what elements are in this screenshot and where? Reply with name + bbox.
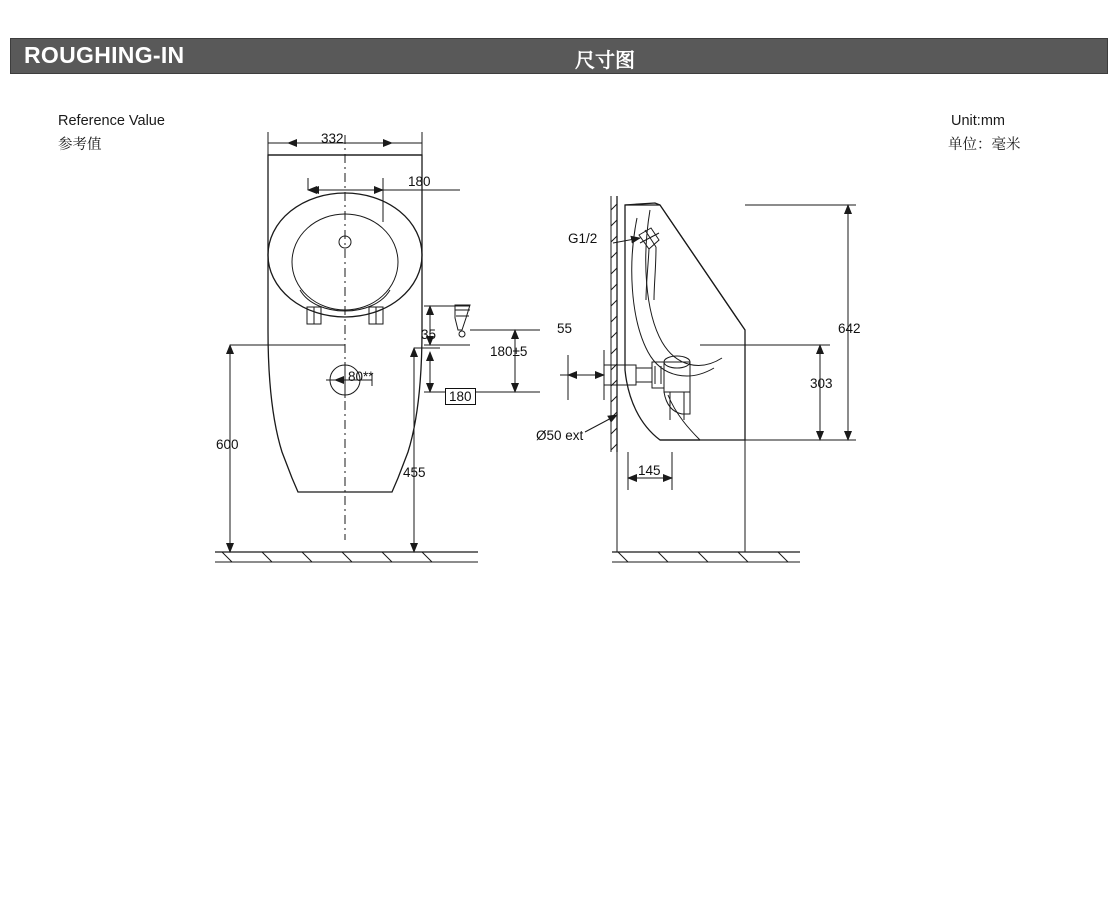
dim-55: 55 xyxy=(557,321,573,336)
dim-332: 332 xyxy=(321,131,344,146)
dim-180-top: 180 xyxy=(408,174,431,189)
dim-80: 80** xyxy=(348,369,374,384)
unit-label-cn: 单位：毫米 xyxy=(948,137,1021,153)
dim-600: 600 xyxy=(216,437,239,452)
dim-g12: G1/2 xyxy=(568,231,598,246)
dim-455: 455 xyxy=(403,465,426,480)
page-title: ROUGHING-IN xyxy=(24,42,185,68)
unit-label-en: Unit:mm xyxy=(951,113,1005,129)
dim-303: 303 xyxy=(810,376,833,391)
page-title-cn: 尺寸图 xyxy=(575,50,635,72)
dim-180-pm5: 180±5 xyxy=(490,344,528,359)
dim-145: 145 xyxy=(638,463,661,478)
reference-value-label-cn: 参考值 xyxy=(58,137,102,153)
dim-642: 642 xyxy=(838,321,861,336)
dim-180-boxed: 180 xyxy=(445,388,476,405)
reference-value-label-en: Reference Value xyxy=(58,113,165,129)
dim-50-ext: Ø50 ext xyxy=(536,428,584,443)
dim-35: 35 xyxy=(421,327,437,342)
